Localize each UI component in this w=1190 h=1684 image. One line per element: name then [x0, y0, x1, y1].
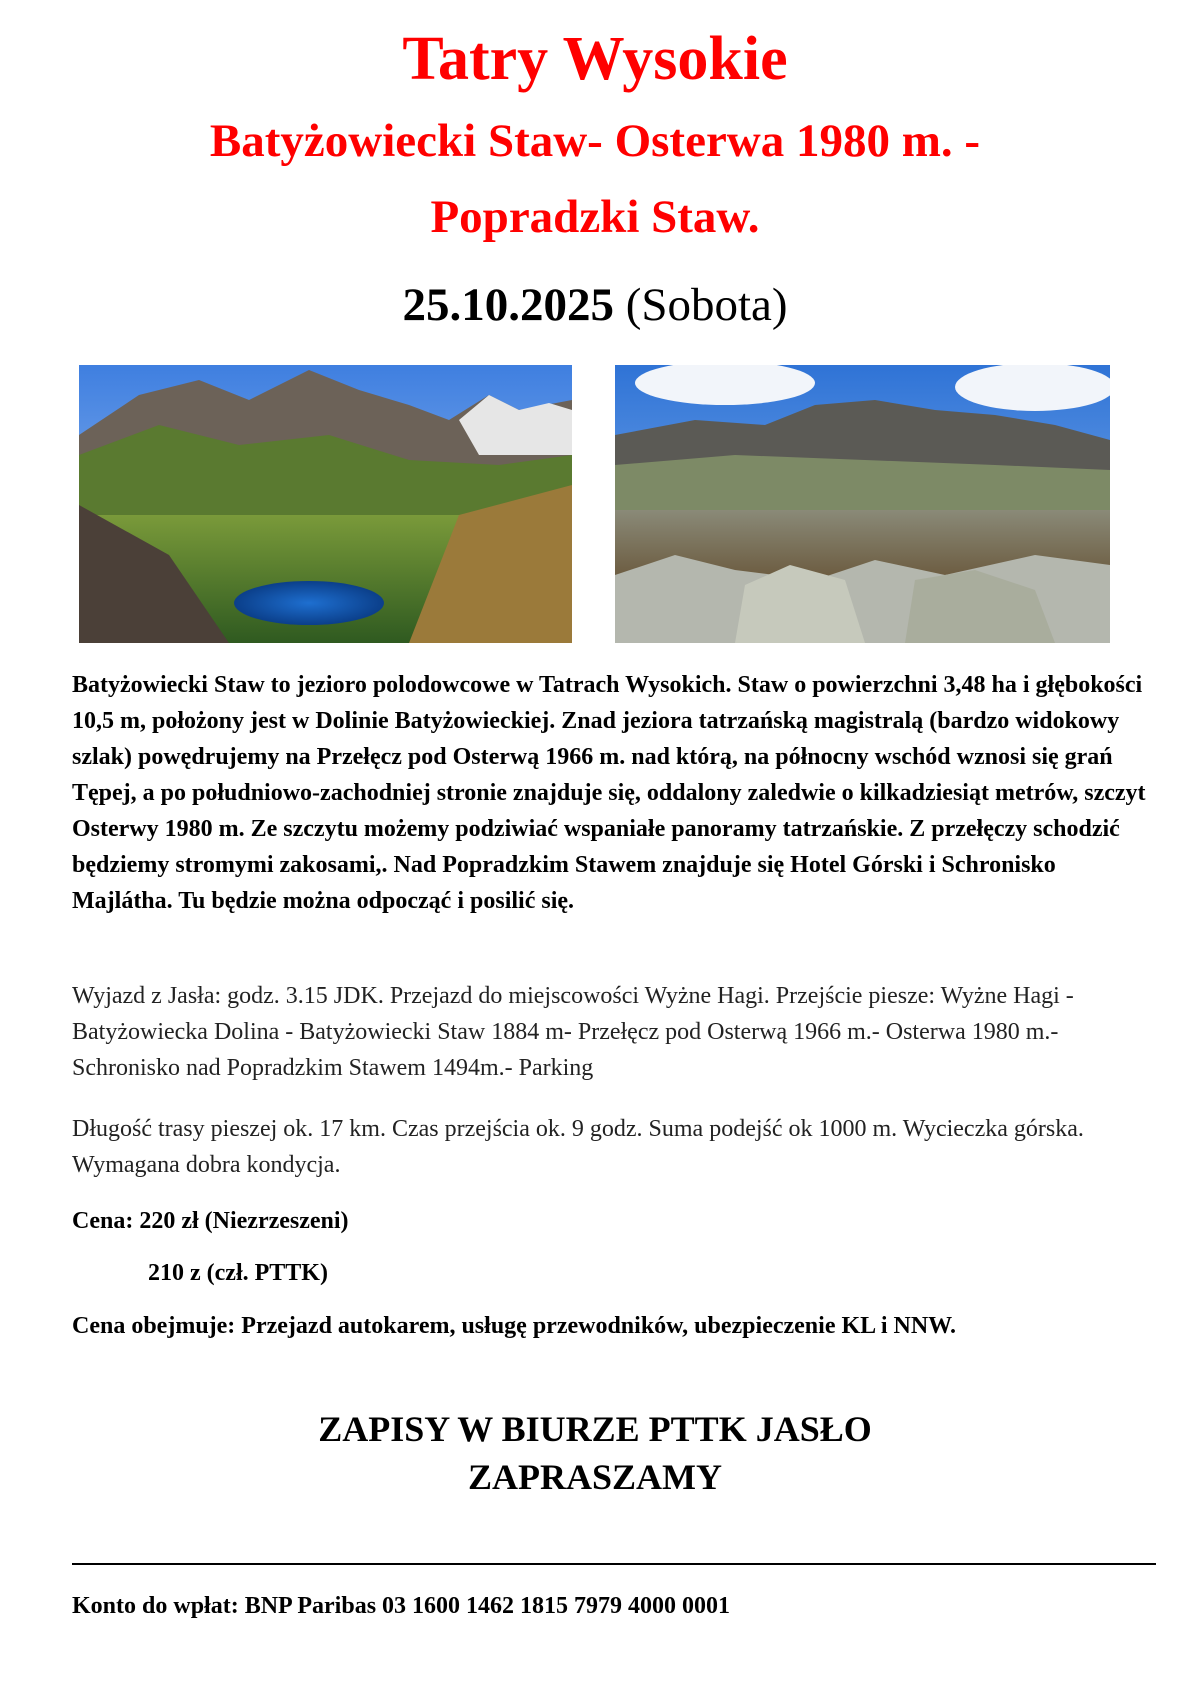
price-includes: Cena obejmuje: Przejazd autokarem, usługę przewodników, ubezpieczenie KL i NNW.	[72, 1313, 956, 1339]
trip-date	[0, 276, 1190, 334]
price-regular: Cena: 220 zł (Niezrzeszeni)	[72, 1208, 349, 1234]
page-title: Tatry Wysokie	[402, 25, 788, 93]
weekday: (Sobota)	[625, 279, 788, 331]
photo-mountain-lake	[615, 365, 1110, 643]
route-title-line2: Popradzki Staw.	[430, 191, 760, 243]
trip-itinerary: Wyjazd z Jasła: godz. 3.15 JDK. Przejazd do miejscowości Wyżne Hagi. Przejście piesze: Wyżne Hagi - Batyżowiecka Dolina - Batyżowiecki Staw 1884 m- Przełęcz pod Osterwą 1966 m.- Osterwa 1980 m.- Schronisko nad Popradzkim Stawem 1494m.- Parking	[72, 983, 1074, 1081]
invitation: ZAPRASZAMY	[467, 1457, 722, 1497]
route-title-line1: Batyżowiecki Staw- Osterwa 1980 m. -	[209, 115, 981, 167]
date-value: 25.10.2025	[402, 279, 614, 331]
signup-heading: ZAPISY W BIURZE PTTK JASŁO	[318, 1409, 872, 1449]
trail-info: Długość trasy pieszej ok. 17 km. Czas przejścia ok. 9 godz. Suma podejść ok 1000 m. Wycieczka górska. Wymagana dobra kondycja.	[72, 1116, 1084, 1178]
footer-divider	[72, 1563, 1156, 1565]
price-member: 210 z (czł. PTTK)	[148, 1260, 328, 1286]
bank-account: Konto do wpłat: BNP Paribas 03 1600 1462 1815 7979 4000 0001	[72, 1593, 731, 1619]
trip-description: Batyżowiecki Staw to jezioro polodowcowe w Tatrach Wysokich. Staw o powierzchni 3,48 ha i głębokości 10,5 m, położony jest w Dolinie Batyżowieckiej. Znad jeziora tatrzańską magistralą (bardzo widokowy szlak) powędrujemy na Przełęcz pod Osterwą 1966 m. nad którą, na północny wschód wznosi się grań Tępej, a po południowo-zachodniej stronie znajduje się, oddalony zaledwie o kilkadziesiąt metrów, szczyt Osterwy 1980 m. Ze szczytu możemy podziwiać wspaniałe panoramy tatrzańskie. Z przełęczy schodzić będziemy stromymi zakosami,. Nad Popradzkim Stawem znajduje się Hotel Górski i Schronisko Majlátha. Tu będzie można odpocząć i posilić się.	[72, 672, 1146, 914]
photo-valley-lake	[79, 365, 572, 643]
